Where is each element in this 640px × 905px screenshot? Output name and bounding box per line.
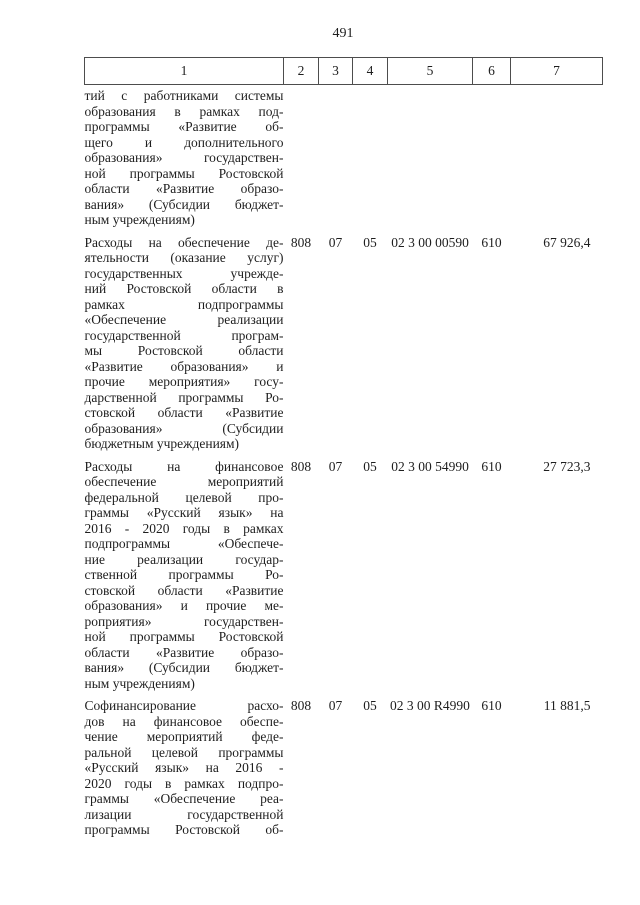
text-line: обеспечение мероприятий [84,474,284,489]
text-line: граммы «Обеспечение реа- [84,791,284,806]
text-line: ным учреждениям) [84,212,195,227]
text-line: области «Развитие образо- [84,644,284,660]
text-line: дарственной программы Ро- [84,389,284,405]
text-line: государственной програм- [84,327,284,343]
expense-type-code-cell: 610 [481,234,502,250]
column-header-3: 3 [319,58,353,85]
section-code-cell: 07 [328,698,343,713]
column-header-4: 4 [353,58,388,85]
table-row [85,452,603,692]
text-line: Софинансирование расхо- [84,698,284,713]
expense-type-code-cell: 610 [481,458,502,474]
section-code-cell: 07 [328,458,343,474]
subsection-code-cell: 05 [363,458,377,474]
text-line: образования» и прочие ме- [84,598,284,613]
text-line: ятельности (оказание услуг) [84,250,284,265]
text-line: роприятия» государствен- [84,613,284,629]
text-line: ний Ростовской области в [84,281,284,296]
column-header-2: 2 [284,58,319,85]
grbs-code-cell: 808 [290,698,312,713]
text-line: стовской области «Развитие [84,582,284,598]
text-line: программы «Развитие об- [84,119,284,134]
target-article-code-cell: 02 3 00 00590 [391,234,469,250]
text-line: щего и дополнительного [84,134,284,150]
amount-cell: 27 723,3 [543,458,591,474]
column-header-7: 7 [511,58,603,85]
budget-table [84,57,603,838]
text-line: прочие мероприятия» госу- [84,374,284,389]
text-line: стовской области «Развитие [84,405,284,420]
text-line: государственных учрежде- [84,265,284,281]
text-line: программы Ростовской об- [84,822,284,837]
text-line: Расходы на финансовое [84,458,284,474]
table-row [85,85,603,228]
text-line: вания» (Субсидии бюджет- [84,196,284,212]
text-line: образования» государствен- [84,150,284,165]
expense-name-cell [85,452,284,692]
text-line: мы Ростовской области [84,343,284,358]
text-line: образования в рамках под- [84,103,284,119]
expense-type-code-cell [473,85,511,228]
text-line: рамках подпрограммы [84,296,284,312]
text-line: лизации государственной [84,806,284,822]
amount-cell [511,85,603,228]
subsection-code-cell: 05 [363,234,377,250]
text-line: подпрограммы «Обеспече- [84,536,284,551]
target-article-code-cell: 02 3 00 54990 [391,458,469,474]
text-line: 2020 годы в рамках подпро- [84,775,284,791]
table-row [85,228,603,452]
text-line: ние реализации государ- [84,551,284,567]
expense-name-cell [85,691,284,838]
subsection-code-cell [353,85,388,228]
text-line: тий с работниками системы [84,88,284,103]
text-line: Расходы на обеспечение де- [84,234,284,250]
text-line: области «Развитие образо- [84,181,284,196]
grbs-code-cell: 808 [290,234,312,250]
table-row [85,691,603,838]
section-code-cell: 07 [328,234,343,250]
column-header-1: 1 [85,58,284,85]
expense-name-cell [85,85,284,228]
page-number: 491 [332,26,354,41]
target-article-code-cell: 02 3 00 R4990 [390,698,470,713]
text-line: ной программы Ростовской [84,165,284,181]
section-code-cell [319,85,353,228]
text-line: федеральной целевой про- [84,489,284,505]
target-article-code-cell [388,85,473,228]
text-line: бюджетным учреждениям) [84,436,240,451]
grbs-code-cell: 808 [290,458,312,474]
text-line: дов на финансовое обеспе- [84,713,284,729]
text-line: чение мероприятий феде- [84,729,284,744]
text-line: ной программы Ростовской [84,629,284,644]
amount-cell: 67 926,4 [543,234,591,250]
text-line: «Обеспечение реализации [84,312,284,327]
text-line: 2016 - 2020 годы в рамках [84,520,284,536]
text-line: образования» (Субсидии [84,420,284,436]
column-header-5: 5 [388,58,473,85]
text-line: ственной программы Ро- [84,567,284,582]
text-line: ным учреждениям) [84,675,195,691]
text-line: ральной целевой программы [84,744,284,760]
grbs-code-cell [284,85,319,228]
text-line: граммы «Русский язык» на [84,505,284,520]
text-line: «Развитие образования» и [84,358,284,374]
amount-cell: 11 881,5 [543,698,591,713]
expense-name-cell [85,228,284,452]
text-line: «Русский язык» на 2016 - [84,760,284,775]
text-line: вания» (Субсидии бюджет- [84,660,284,675]
table-header-row [85,58,603,85]
expense-type-code-cell: 610 [481,698,502,713]
subsection-code-cell: 05 [363,698,377,713]
column-header-6: 6 [473,58,511,85]
table-body [85,85,603,838]
